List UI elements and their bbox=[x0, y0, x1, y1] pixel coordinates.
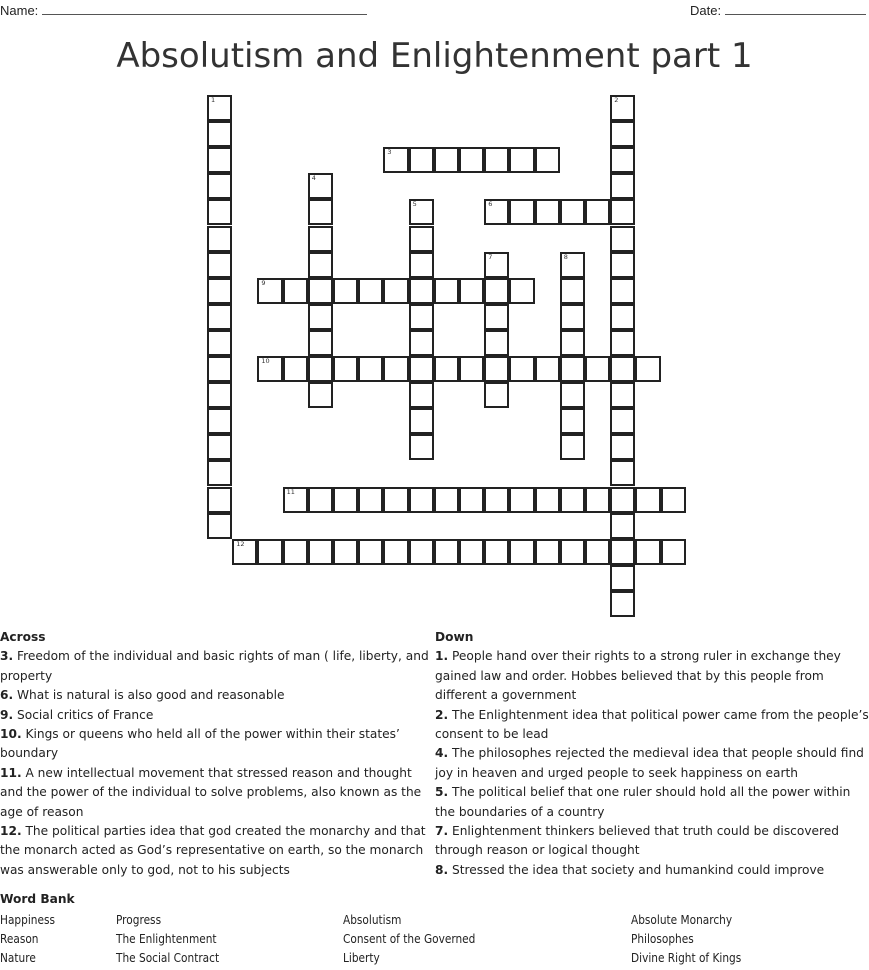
grid-cell[interactable] bbox=[409, 226, 434, 252]
grid-cell[interactable] bbox=[409, 147, 434, 173]
clue-number: 2 bbox=[614, 96, 619, 104]
grid-cell[interactable] bbox=[283, 487, 308, 513]
grid-cell[interactable] bbox=[484, 147, 509, 173]
grid-cell[interactable] bbox=[308, 199, 333, 225]
grid-cell[interactable] bbox=[635, 539, 660, 565]
grid-cell[interactable] bbox=[434, 278, 459, 304]
grid-cell[interactable] bbox=[207, 95, 232, 121]
grid-cell[interactable] bbox=[207, 278, 232, 304]
grid-cell[interactable] bbox=[283, 356, 308, 382]
grid-cell[interactable] bbox=[585, 356, 610, 382]
grid-cell[interactable] bbox=[610, 356, 635, 382]
grid-cell[interactable] bbox=[409, 278, 434, 304]
grid-cell[interactable] bbox=[333, 278, 358, 304]
grid-cell[interactable] bbox=[509, 356, 534, 382]
grid-cell[interactable] bbox=[484, 539, 509, 565]
down-heading: Down bbox=[435, 630, 474, 644]
clue-across-12: 12. The political parties idea that god created the monarchy and that the monarch acted as God’s representative on earth, so the monarch was answerable only to god, not to his subjects bbox=[0, 824, 426, 877]
down-clues bbox=[435, 628, 869, 880]
grid-cell[interactable] bbox=[484, 487, 509, 513]
grid-cell[interactable] bbox=[308, 356, 333, 382]
grid-cell[interactable] bbox=[409, 408, 434, 434]
grid-cell[interactable] bbox=[358, 539, 383, 565]
grid-cell[interactable] bbox=[509, 487, 534, 513]
grid-cell[interactable] bbox=[257, 539, 282, 565]
grid-cell[interactable] bbox=[509, 278, 534, 304]
grid-cell[interactable] bbox=[610, 434, 635, 460]
grid-cell[interactable] bbox=[409, 539, 434, 565]
grid-cell[interactable] bbox=[308, 278, 333, 304]
clue-across-9: 9. Social critics of France bbox=[0, 707, 154, 722]
grid-cell[interactable] bbox=[333, 356, 358, 382]
grid-cell[interactable] bbox=[610, 330, 635, 356]
grid-cell[interactable] bbox=[207, 304, 232, 330]
grid-cell[interactable] bbox=[585, 487, 610, 513]
grid-cell[interactable] bbox=[207, 487, 232, 513]
grid-cell[interactable] bbox=[409, 252, 434, 278]
grid-cell[interactable] bbox=[207, 121, 232, 147]
grid-cell[interactable] bbox=[610, 408, 635, 434]
grid-cell[interactable] bbox=[434, 487, 459, 513]
grid-cell[interactable] bbox=[560, 487, 585, 513]
grid-cell[interactable] bbox=[509, 147, 534, 173]
grid-cell[interactable] bbox=[409, 356, 434, 382]
grid-cell[interactable] bbox=[560, 252, 585, 278]
grid-cell[interactable] bbox=[560, 382, 585, 408]
clue-number: 12 bbox=[236, 539, 245, 548]
grid-cell[interactable] bbox=[610, 95, 635, 121]
grid-cell[interactable] bbox=[459, 356, 484, 382]
grid-cell[interactable] bbox=[484, 330, 509, 356]
grid-cell[interactable] bbox=[484, 278, 509, 304]
grid-cell[interactable] bbox=[509, 199, 534, 225]
grid-cell[interactable] bbox=[358, 487, 383, 513]
word-bank-item: The Social Contract bbox=[116, 951, 220, 965]
grid-cell[interactable] bbox=[207, 513, 232, 539]
clue-number: 8 bbox=[563, 252, 568, 261]
grid-cell[interactable] bbox=[560, 330, 585, 356]
grid-cell[interactable] bbox=[409, 199, 434, 225]
grid-cell[interactable] bbox=[308, 252, 333, 278]
grid-cell[interactable] bbox=[207, 226, 232, 252]
grid-cell[interactable] bbox=[383, 147, 408, 173]
grid-cell[interactable] bbox=[509, 539, 534, 565]
grid-cell[interactable] bbox=[207, 173, 232, 199]
grid-cell[interactable] bbox=[459, 539, 484, 565]
grid-cell[interactable] bbox=[308, 304, 333, 330]
grid-cell[interactable] bbox=[207, 147, 232, 173]
grid-cell[interactable] bbox=[610, 252, 635, 278]
grid-cell[interactable] bbox=[535, 147, 560, 173]
grid-cell[interactable] bbox=[560, 539, 585, 565]
clue-across-11: 11. A new intellectual movement that stressed reason and thought and the power of the individual to solve problems, also known as the age of reason bbox=[0, 765, 422, 819]
grid-cell[interactable] bbox=[207, 199, 232, 225]
grid-cell[interactable] bbox=[283, 539, 308, 565]
clue-down-8: 8. Stressed the idea that society and humankind could improve bbox=[435, 862, 825, 877]
clue-across-6: 6. What is natural is also good and reasonable bbox=[0, 688, 285, 703]
clue-across-10: 10. Kings or queens who held all of the power within their states’ boundary bbox=[0, 727, 400, 761]
grid-cell[interactable] bbox=[459, 147, 484, 173]
clue-number: 9 bbox=[261, 278, 266, 287]
grid-cell[interactable] bbox=[560, 356, 585, 382]
grid-cell[interactable] bbox=[308, 382, 333, 408]
word-bank-item: Happiness bbox=[0, 913, 55, 927]
grid-cell[interactable] bbox=[207, 408, 232, 434]
clue-number: 3 bbox=[387, 148, 392, 157]
word-bank-item: Nature bbox=[0, 951, 36, 965]
clue-down-2: 2. The Enlightenment idea that political power came from the people’s consent to be lead bbox=[435, 707, 869, 742]
word-bank-heading: Word Bank bbox=[0, 892, 75, 906]
clue-number: 4 bbox=[311, 174, 316, 183]
grid-cell[interactable] bbox=[610, 199, 635, 225]
across-heading: Across bbox=[0, 630, 46, 644]
clue-number: 7 bbox=[488, 252, 493, 261]
grid-cell[interactable] bbox=[484, 252, 509, 278]
grid-cell[interactable] bbox=[585, 539, 610, 565]
grid-cell[interactable] bbox=[308, 487, 333, 513]
grid-cell[interactable] bbox=[610, 460, 635, 486]
grid-cell[interactable] bbox=[409, 487, 434, 513]
grid-cell[interactable] bbox=[308, 539, 333, 565]
grid-cell[interactable] bbox=[409, 304, 434, 330]
clue-number: 6 bbox=[488, 200, 493, 209]
grid-cell[interactable] bbox=[434, 539, 459, 565]
page-title: Absolutism and Enlightenment part 1 bbox=[116, 36, 753, 76]
grid-cell[interactable] bbox=[409, 434, 434, 460]
grid-cell[interactable] bbox=[207, 356, 232, 382]
word-bank-item: Philosophes bbox=[631, 932, 694, 946]
grid-cell[interactable] bbox=[333, 487, 358, 513]
name-label: Name: bbox=[0, 3, 39, 18]
grid-cell[interactable] bbox=[207, 330, 232, 356]
grid-cell[interactable] bbox=[610, 121, 635, 147]
grid-cell[interactable] bbox=[484, 304, 509, 330]
grid-cell[interactable] bbox=[610, 226, 635, 252]
grid-cell[interactable] bbox=[358, 278, 383, 304]
clue-across-3: 3. Freedom of the individual and basic rights of man ( life, liberty, and property bbox=[0, 649, 429, 683]
grid-cell[interactable] bbox=[535, 199, 560, 225]
grid-cell[interactable] bbox=[308, 173, 333, 199]
word-bank-item: Reason bbox=[0, 932, 39, 946]
grid-cell[interactable] bbox=[610, 382, 635, 408]
grid-cell[interactable] bbox=[434, 147, 459, 173]
grid-cell[interactable] bbox=[232, 539, 257, 565]
clue-number: 11 bbox=[286, 487, 295, 496]
word-bank-item: Absolutism bbox=[343, 913, 402, 927]
across-clues bbox=[0, 628, 436, 880]
clue-number: 1 bbox=[211, 96, 216, 104]
grid-cell[interactable] bbox=[610, 173, 635, 199]
grid-cell[interactable] bbox=[484, 356, 509, 382]
grid-cell[interactable] bbox=[560, 199, 585, 225]
grid-cell[interactable] bbox=[610, 591, 635, 617]
grid-cell[interactable] bbox=[283, 278, 308, 304]
grid-cell[interactable] bbox=[610, 513, 635, 539]
grid-cell[interactable] bbox=[560, 434, 585, 460]
grid-cell[interactable] bbox=[383, 278, 408, 304]
grid-cell[interactable] bbox=[610, 539, 635, 565]
grid-cell[interactable] bbox=[585, 199, 610, 225]
grid-cell[interactable] bbox=[207, 252, 232, 278]
grid-cell[interactable] bbox=[257, 278, 282, 304]
grid-cell[interactable] bbox=[257, 356, 282, 382]
grid-cell[interactable] bbox=[610, 304, 635, 330]
word-bank-item: The Enlightenment bbox=[116, 932, 217, 946]
grid-cell[interactable] bbox=[560, 304, 585, 330]
grid-cell[interactable] bbox=[434, 356, 459, 382]
grid-cell[interactable] bbox=[484, 199, 509, 225]
grid-cell[interactable] bbox=[635, 356, 660, 382]
word-bank-item: Divine Right of Kings bbox=[631, 951, 742, 965]
word-bank-item: Consent of the Governed bbox=[343, 932, 476, 946]
grid-cell[interactable] bbox=[610, 565, 635, 591]
grid-cell[interactable] bbox=[383, 487, 408, 513]
grid-cell[interactable] bbox=[459, 278, 484, 304]
date-label: Date: bbox=[690, 3, 722, 18]
grid-cell[interactable] bbox=[610, 278, 635, 304]
grid-cell[interactable] bbox=[358, 356, 383, 382]
clue-down-5: 5. The political belief that one ruler should hold all the power within the boundaries of a country bbox=[435, 785, 851, 819]
grid-cell[interactable] bbox=[560, 278, 585, 304]
grid-cell[interactable] bbox=[308, 226, 333, 252]
grid-cell[interactable] bbox=[661, 487, 686, 513]
grid-cell[interactable] bbox=[207, 460, 232, 486]
grid-cell[interactable] bbox=[610, 147, 635, 173]
clue-down-4: 4. The philosophes rejected the medieval idea that people should find joy in heaven and urged people to seek happiness on earth bbox=[435, 746, 864, 780]
word-bank-item: Liberty bbox=[343, 951, 380, 965]
word-bank-item: Progress bbox=[116, 913, 162, 927]
grid-cell[interactable] bbox=[333, 539, 358, 565]
grid-cell[interactable] bbox=[409, 330, 434, 356]
clue-down-7: 7. Enlightenment thinkers believed that truth could be discovered through reason or logical thought bbox=[435, 824, 840, 858]
word-bank-item: Absolute Monarchy bbox=[631, 913, 733, 927]
grid-cell[interactable] bbox=[535, 487, 560, 513]
grid-cell[interactable] bbox=[383, 356, 408, 382]
clue-down-1: 1. People hand over their rights to a strong ruler in exchange they gained law and order. Hobbes believed that by this people from different a government bbox=[435, 649, 841, 703]
grid-cell[interactable] bbox=[484, 382, 509, 408]
grid-cell[interactable] bbox=[383, 539, 408, 565]
grid-cell[interactable] bbox=[535, 356, 560, 382]
grid-cell[interactable] bbox=[207, 382, 232, 408]
grid-cell[interactable] bbox=[635, 487, 660, 513]
grid-cell[interactable] bbox=[409, 382, 434, 408]
grid-cell[interactable] bbox=[560, 408, 585, 434]
grid-cell[interactable] bbox=[207, 434, 232, 460]
clue-number: 5 bbox=[412, 200, 417, 209]
grid-cell[interactable] bbox=[661, 539, 686, 565]
grid-cell[interactable] bbox=[308, 330, 333, 356]
grid-cell[interactable] bbox=[535, 539, 560, 565]
clue-number: 10 bbox=[261, 357, 270, 365]
grid-cell[interactable] bbox=[459, 487, 484, 513]
grid-cell[interactable] bbox=[610, 487, 635, 513]
